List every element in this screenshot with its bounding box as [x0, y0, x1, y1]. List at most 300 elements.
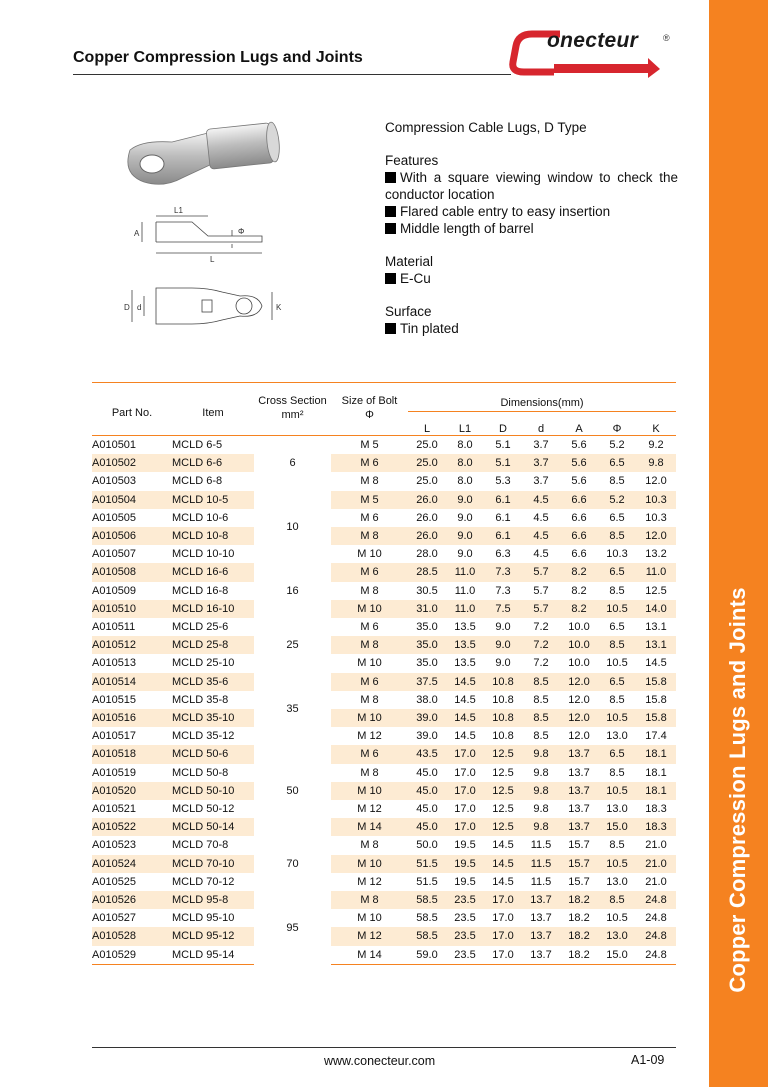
item-cell: MCLD 50-8: [172, 766, 229, 779]
item-cell: MCLD 10-10: [172, 548, 235, 561]
dim-K-cell: 15.8: [636, 673, 676, 691]
logo-arrow: [554, 58, 660, 78]
item-cell: MCLD 6-6: [172, 454, 254, 472]
dim-L-cell: 35.0: [416, 621, 438, 634]
dim-D-cell: 6.3: [495, 548, 511, 561]
registered-mark: ®: [663, 33, 670, 43]
part-number-cell: A010516: [92, 709, 172, 727]
dim-d-cell: 9.8: [533, 766, 549, 779]
table-row: [92, 855, 676, 873]
logo-text: onecteur: [547, 29, 639, 52]
bolt-size-cell: M 5: [360, 439, 379, 451]
dim-L1-cell: 23.5: [446, 927, 484, 945]
part-number-cell: A010502: [92, 454, 172, 472]
dim-L1-cell: 23.5: [454, 912, 476, 925]
dim-L-cell: 37.5: [408, 673, 446, 691]
cross-section-cell: 50: [254, 745, 331, 836]
dim-d-cell: 7.2: [533, 657, 549, 670]
dim-A-cell: 10.0: [560, 636, 598, 654]
bolt-size-cell: M 6: [331, 563, 408, 581]
dim-phi-cell: 13.0: [598, 927, 636, 945]
dim-L1-cell: 9.0: [457, 511, 473, 524]
bolt-size-cell: M 6: [331, 673, 408, 691]
table-row: [92, 927, 676, 945]
dim-K-cell: 15.8: [636, 709, 676, 727]
part-number-cell: A010511: [92, 621, 136, 634]
dim-d-cell: 7.2: [533, 621, 549, 634]
dim-phi-cell: 6.5: [609, 511, 625, 524]
dim-D-cell: 12.5: [484, 818, 522, 836]
dim-L-cell: 35.0: [408, 636, 446, 654]
bolt-size-cell: M 12: [357, 875, 382, 888]
header-part-no: Part No.: [92, 383, 172, 436]
part-number-cell: A010508: [92, 563, 172, 581]
dim-phi-cell: 6.5: [598, 745, 636, 763]
dim-L-cell: 26.0: [408, 527, 446, 545]
product-illustration: [112, 112, 292, 347]
dim-K-cell: 21.0: [645, 875, 667, 888]
dim-D-cell: 17.0: [484, 927, 522, 945]
item-cell: MCLD 70-10: [172, 855, 254, 873]
dim-phi-cell: 8.5: [609, 475, 625, 488]
product-description: [385, 119, 678, 337]
dim-phi-cell: 8.5: [598, 527, 636, 545]
cross-section-cell: 10: [254, 491, 331, 564]
dim-phi-cell: 8.5: [609, 693, 625, 706]
part-number-cell: A010521: [92, 803, 137, 816]
dim-d-cell: 13.7: [530, 912, 552, 925]
dim-A-cell: 15.7: [568, 875, 590, 888]
dim-L-cell: 59.0: [408, 946, 446, 965]
dim-L1-cell: 14.5: [454, 693, 476, 706]
table-row: [92, 764, 676, 782]
dim-d-cell: 4.5: [522, 527, 560, 545]
part-number-cell: A010515: [92, 693, 137, 706]
dim-K-cell: 18.1: [636, 745, 676, 763]
dim-K-cell: 12.0: [636, 527, 676, 545]
part-number-cell: A010526: [92, 891, 172, 909]
dim-A-cell: 10.0: [568, 657, 590, 670]
dim-D-cell: 17.0: [484, 946, 522, 965]
cross-section-cell: 70: [254, 836, 331, 891]
item-cell: MCLD 6-8: [172, 475, 223, 488]
dim-L-cell: 58.5: [416, 912, 438, 925]
item-cell: MCLD 10-8: [172, 527, 254, 545]
dim-L1-cell: 8.0: [457, 475, 473, 488]
dim-phi-cell: 8.5: [609, 584, 625, 597]
dim-phi-cell: 8.5: [609, 839, 625, 852]
dim-K-cell: 21.0: [636, 855, 676, 873]
label-K: K: [276, 303, 282, 312]
header-dim-d: d: [522, 412, 560, 436]
dim-L-cell: 30.5: [416, 584, 438, 597]
dim-K-cell: 11.0: [636, 563, 676, 581]
dim-phi-cell: 8.5: [609, 766, 625, 779]
bolt-size-cell: M 6: [360, 511, 379, 524]
material-value: E-Cu: [385, 270, 678, 287]
dim-D-cell: 12.5: [484, 782, 522, 800]
part-number-cell: A010513: [92, 657, 137, 670]
item-cell: MCLD 25-8: [172, 636, 254, 654]
dim-L-cell: 45.0: [408, 782, 446, 800]
dim-K-cell: 14.5: [645, 657, 667, 670]
item-cell: MCLD 35-10: [172, 709, 254, 727]
dim-D-cell: 14.5: [492, 875, 514, 888]
dim-K-cell: 17.4: [645, 730, 667, 743]
dim-A-cell: 13.7: [568, 766, 590, 779]
part-number-cell: A010517: [92, 730, 137, 743]
item-cell: MCLD 10-6: [172, 511, 229, 524]
table-row: [92, 800, 676, 818]
dim-d-cell: 5.7: [522, 563, 560, 581]
dim-K-cell: 10.3: [636, 491, 676, 509]
features-heading: Features: [385, 153, 439, 168]
footer-url[interactable]: www.conecteur.com: [324, 1054, 436, 1068]
table-row: [92, 563, 676, 581]
dim-d-cell: 3.7: [533, 439, 549, 451]
table-row: [92, 673, 676, 691]
header-dim-D: D: [484, 412, 522, 436]
dim-d-cell: 13.7: [522, 946, 560, 965]
dim-A-cell: 12.0: [568, 693, 590, 706]
dim-K-cell: 13.1: [636, 636, 676, 654]
item-cell: MCLD 95-8: [172, 891, 254, 909]
dim-K-cell: 18.3: [645, 803, 667, 816]
dim-K-cell: 9.2: [648, 439, 664, 451]
dim-d-cell: 9.8: [522, 782, 560, 800]
dim-L1-cell: 17.0: [454, 766, 476, 779]
dim-L1-cell: 11.0: [446, 600, 484, 618]
header-dim-phi: Φ: [598, 412, 636, 436]
dim-phi-cell: 13.0: [606, 803, 628, 816]
table-row: [92, 491, 676, 509]
dim-D-cell: 10.8: [492, 730, 514, 743]
dim-L1-cell: 19.5: [446, 855, 484, 873]
dim-d-cell: 11.5: [530, 875, 552, 888]
table-row: [92, 618, 676, 636]
part-number-cell: A010503: [92, 475, 137, 488]
dim-L-cell: 26.0: [408, 491, 446, 509]
part-number-cell: A010501: [92, 439, 137, 451]
dim-L-cell: 50.0: [416, 839, 438, 852]
dim-L-cell: 28.0: [416, 548, 438, 561]
table-row: [92, 873, 676, 891]
dim-d-cell: 7.2: [522, 636, 560, 654]
dim-D-cell: 5.3: [495, 475, 511, 488]
dim-phi-cell: 8.5: [598, 891, 636, 909]
feature-item: Middle length of barrel: [385, 220, 678, 237]
dim-L-cell: 26.0: [416, 511, 438, 524]
bolt-size-cell: M 14: [331, 946, 408, 965]
item-cell: MCLD 16-10: [172, 600, 254, 618]
dim-D-cell: 10.8: [492, 693, 514, 706]
bolt-size-cell: M 8: [360, 584, 379, 597]
dim-A-cell: 15.7: [560, 855, 598, 873]
part-number-cell: A010514: [92, 673, 172, 691]
header-bolt-label: Size of Bolt: [341, 395, 398, 407]
dim-phi-cell: 6.5: [609, 621, 625, 634]
item-cell: MCLD 95-14: [172, 946, 254, 965]
table-row: [92, 818, 676, 836]
table-row: [92, 745, 676, 763]
table-row: [92, 545, 676, 563]
table-row: [92, 636, 676, 654]
dim-phi-cell: 10.5: [598, 709, 636, 727]
bolt-size-cell: M 8: [360, 839, 379, 852]
header-dim-L1: L1: [446, 412, 484, 436]
dim-d-cell: 11.5: [522, 855, 560, 873]
header-bolt-symbol: Φ: [365, 409, 374, 421]
part-number-cell: A010505: [92, 511, 137, 524]
dim-d-cell: 8.5: [522, 709, 560, 727]
table-row: [92, 654, 676, 672]
dim-phi-cell: 10.3: [606, 548, 628, 561]
item-cell: MCLD 35-8: [172, 693, 229, 706]
dim-L-cell: 25.0: [416, 475, 438, 488]
dim-D-cell: 17.0: [492, 912, 514, 925]
dim-L-cell: 28.5: [408, 563, 446, 581]
dim-A-cell: 13.7: [560, 782, 598, 800]
item-cell: MCLD 95-12: [172, 927, 254, 945]
dim-K-cell: 14.0: [636, 600, 676, 618]
bolt-size-cell: M 10: [331, 782, 408, 800]
dim-A-cell: 8.2: [560, 600, 598, 618]
dim-A-cell: 13.7: [568, 803, 590, 816]
dim-K-cell: 18.3: [636, 818, 676, 836]
lug-photo: [128, 121, 281, 184]
dim-L1-cell: 11.0: [454, 584, 476, 597]
dim-A-cell: 6.6: [560, 491, 598, 509]
dim-A-cell: 12.0: [568, 730, 590, 743]
dim-K-cell: 24.8: [636, 927, 676, 945]
surface-heading: Surface: [385, 304, 432, 319]
item-cell: MCLD 50-10: [172, 782, 254, 800]
dim-D-cell: 12.5: [492, 766, 514, 779]
item-cell: MCLD 6-5: [172, 439, 223, 451]
label-D: D: [124, 303, 130, 312]
table-row: [92, 582, 676, 600]
dim-L1-cell: 9.0: [446, 527, 484, 545]
cross-section-cell: 16: [254, 563, 331, 618]
dim-D-cell: 7.3: [484, 563, 522, 581]
table-row: [92, 472, 676, 490]
item-cell: MCLD 50-12: [172, 803, 235, 816]
bolt-size-cell: M 8: [360, 693, 379, 706]
dim-K-cell: 9.8: [636, 454, 676, 472]
dim-L1-cell: 14.5: [454, 730, 476, 743]
item-cell: MCLD 70-12: [172, 875, 235, 888]
dim-L-cell: 31.0: [408, 600, 446, 618]
item-cell: MCLD 95-10: [172, 912, 235, 925]
item-cell: MCLD 25-10: [172, 657, 235, 670]
header-dim-L: L: [408, 412, 446, 436]
top-view-drawing: [132, 288, 272, 324]
bolt-size-cell: M 6: [331, 454, 408, 472]
bolt-size-cell: M 8: [331, 636, 408, 654]
dim-D-cell: 10.8: [484, 673, 522, 691]
dim-K-cell: 24.8: [636, 946, 676, 965]
table-row: [92, 691, 676, 709]
part-number-cell: A010509: [92, 584, 137, 597]
bolt-size-cell: M 12: [357, 803, 382, 816]
label-A: A: [134, 229, 140, 238]
dim-L1-cell: 19.5: [454, 875, 476, 888]
dim-D-cell: 6.1: [484, 527, 522, 545]
cross-section-cell: 6: [254, 436, 331, 491]
table-row: [92, 527, 676, 545]
dim-A-cell: 8.2: [560, 563, 598, 581]
side-title: Copper Compression Lugs and Joints: [725, 587, 750, 993]
bolt-size-cell: M 10: [357, 912, 382, 925]
item-cell: MCLD 16-6: [172, 563, 254, 581]
dim-L1-cell: 23.5: [446, 946, 484, 965]
item-cell: MCLD 35-6: [172, 673, 254, 691]
table-row: [92, 454, 676, 472]
header-cross-section-label: Cross Section: [258, 395, 327, 407]
dim-L1-cell: 17.0: [454, 803, 476, 816]
dim-phi-cell: 5.2: [609, 439, 625, 451]
table-row: [92, 600, 676, 618]
dim-D-cell: 5.1: [495, 439, 511, 451]
dim-d-cell: 9.8: [522, 818, 560, 836]
dim-A-cell: 6.6: [560, 527, 598, 545]
dim-L-cell: 45.0: [416, 766, 438, 779]
dim-L1-cell: 13.5: [454, 657, 476, 670]
dim-D-cell: 6.1: [484, 491, 522, 509]
part-number-cell: A010504: [92, 491, 172, 509]
dim-L-cell: 51.5: [408, 855, 446, 873]
table-row: [92, 909, 676, 927]
item-cell: MCLD 10-5: [172, 491, 254, 509]
header-dim-K: K: [636, 412, 676, 436]
dim-L-cell: 35.0: [416, 657, 438, 670]
spec-table: [92, 382, 676, 965]
dim-d-cell: 3.7: [533, 475, 549, 488]
dim-d-cell: 9.8: [522, 745, 560, 763]
bolt-size-cell: M 10: [331, 855, 408, 873]
dim-d-cell: 8.5: [533, 730, 549, 743]
cross-section-cell: 95: [254, 891, 331, 964]
dim-A-cell: 18.2: [568, 912, 590, 925]
part-number-cell: A010512: [92, 636, 172, 654]
dim-A-cell: 18.2: [560, 946, 598, 965]
dim-K-cell: 24.8: [636, 891, 676, 909]
dim-L1-cell: 14.5: [446, 673, 484, 691]
bolt-size-cell: M 8: [331, 891, 408, 909]
table-row: [92, 891, 676, 909]
dim-L-cell: 58.5: [408, 927, 446, 945]
dim-K-cell: 12.5: [645, 584, 667, 597]
label-L: L: [210, 255, 215, 264]
dim-K-cell: 24.8: [645, 912, 667, 925]
dim-phi-cell: 6.5: [598, 563, 636, 581]
dim-D-cell: 9.0: [495, 657, 511, 670]
dim-D-cell: 14.5: [484, 855, 522, 873]
dim-A-cell: 13.7: [560, 818, 598, 836]
dim-d-cell: 4.5: [533, 548, 549, 561]
dim-D-cell: 10.8: [484, 709, 522, 727]
dim-L1-cell: 14.5: [446, 709, 484, 727]
header-item: Item: [172, 383, 254, 436]
part-number-cell: A010522: [92, 818, 172, 836]
dim-L-cell: 43.5: [408, 745, 446, 763]
dim-phi-cell: 5.2: [598, 491, 636, 509]
table-row: [92, 509, 676, 527]
dim-d-cell: 5.7: [522, 600, 560, 618]
dim-A-cell: 10.0: [568, 621, 590, 634]
dim-K-cell: 13.2: [645, 548, 667, 561]
dim-L-cell: 58.5: [408, 891, 446, 909]
dim-L1-cell: 17.0: [446, 745, 484, 763]
dim-d-cell: 5.7: [533, 584, 549, 597]
table-row: [92, 709, 676, 727]
dim-d-cell: 9.8: [533, 803, 549, 816]
dim-L1-cell: 13.5: [454, 621, 476, 634]
dim-D-cell: 7.5: [484, 600, 522, 618]
item-cell: MCLD 16-8: [172, 584, 229, 597]
dim-d-cell: 3.7: [522, 454, 560, 472]
dim-D-cell: 17.0: [484, 891, 522, 909]
dim-L1-cell: 17.0: [446, 782, 484, 800]
dim-L-cell: 45.0: [408, 818, 446, 836]
dim-L-cell: 38.0: [416, 693, 438, 706]
dim-D-cell: 12.5: [484, 745, 522, 763]
bolt-size-cell: M 8: [331, 527, 408, 545]
dim-phi-cell: 15.0: [598, 818, 636, 836]
dim-L1-cell: 19.5: [454, 839, 476, 852]
bolt-size-cell: M 14: [331, 818, 408, 836]
dim-A-cell: 12.0: [560, 709, 598, 727]
label-L1: L1: [174, 206, 183, 215]
label-d: d: [137, 303, 142, 312]
dim-L-cell: 45.0: [416, 803, 438, 816]
dim-K-cell: 15.8: [645, 693, 667, 706]
header-bolt: [331, 383, 408, 436]
surface-value: Tin plated: [385, 320, 678, 337]
dim-A-cell: 18.2: [560, 891, 598, 909]
table-row: [92, 436, 676, 455]
feature-item: With a square viewing window to check the conductor location: [385, 170, 678, 202]
dim-L-cell: 39.0: [416, 730, 438, 743]
dim-A-cell: 18.2: [560, 927, 598, 945]
feature-item: Flared cable entry to easy insertion: [385, 203, 678, 220]
dim-phi-cell: 6.5: [598, 673, 636, 691]
dim-L1-cell: 23.5: [446, 891, 484, 909]
dim-phi-cell: 15.0: [598, 946, 636, 965]
dim-L-cell: 25.0: [408, 454, 446, 472]
dim-A-cell: 15.7: [568, 839, 590, 852]
dim-d-cell: 13.7: [522, 927, 560, 945]
dim-A-cell: 5.6: [571, 439, 587, 451]
dim-L1-cell: 17.0: [446, 818, 484, 836]
dim-L-cell: 39.0: [408, 709, 446, 727]
dim-D-cell: 7.3: [495, 584, 511, 597]
dim-K-cell: 18.1: [645, 766, 667, 779]
dim-d-cell: 4.5: [522, 491, 560, 509]
header-cross-section: [254, 383, 331, 436]
part-number-cell: A010528: [92, 927, 172, 945]
dim-phi-cell: 13.0: [606, 730, 628, 743]
dim-phi-cell: 13.0: [606, 875, 628, 888]
dim-phi-cell: 6.5: [598, 454, 636, 472]
dim-D-cell: 12.5: [492, 803, 514, 816]
dim-phi-cell: 10.5: [598, 600, 636, 618]
dim-A-cell: 13.7: [560, 745, 598, 763]
part-number-cell: A010510: [92, 600, 172, 618]
dim-A-cell: 6.6: [571, 548, 587, 561]
table-row: [92, 836, 676, 854]
bolt-size-cell: M 10: [331, 709, 408, 727]
